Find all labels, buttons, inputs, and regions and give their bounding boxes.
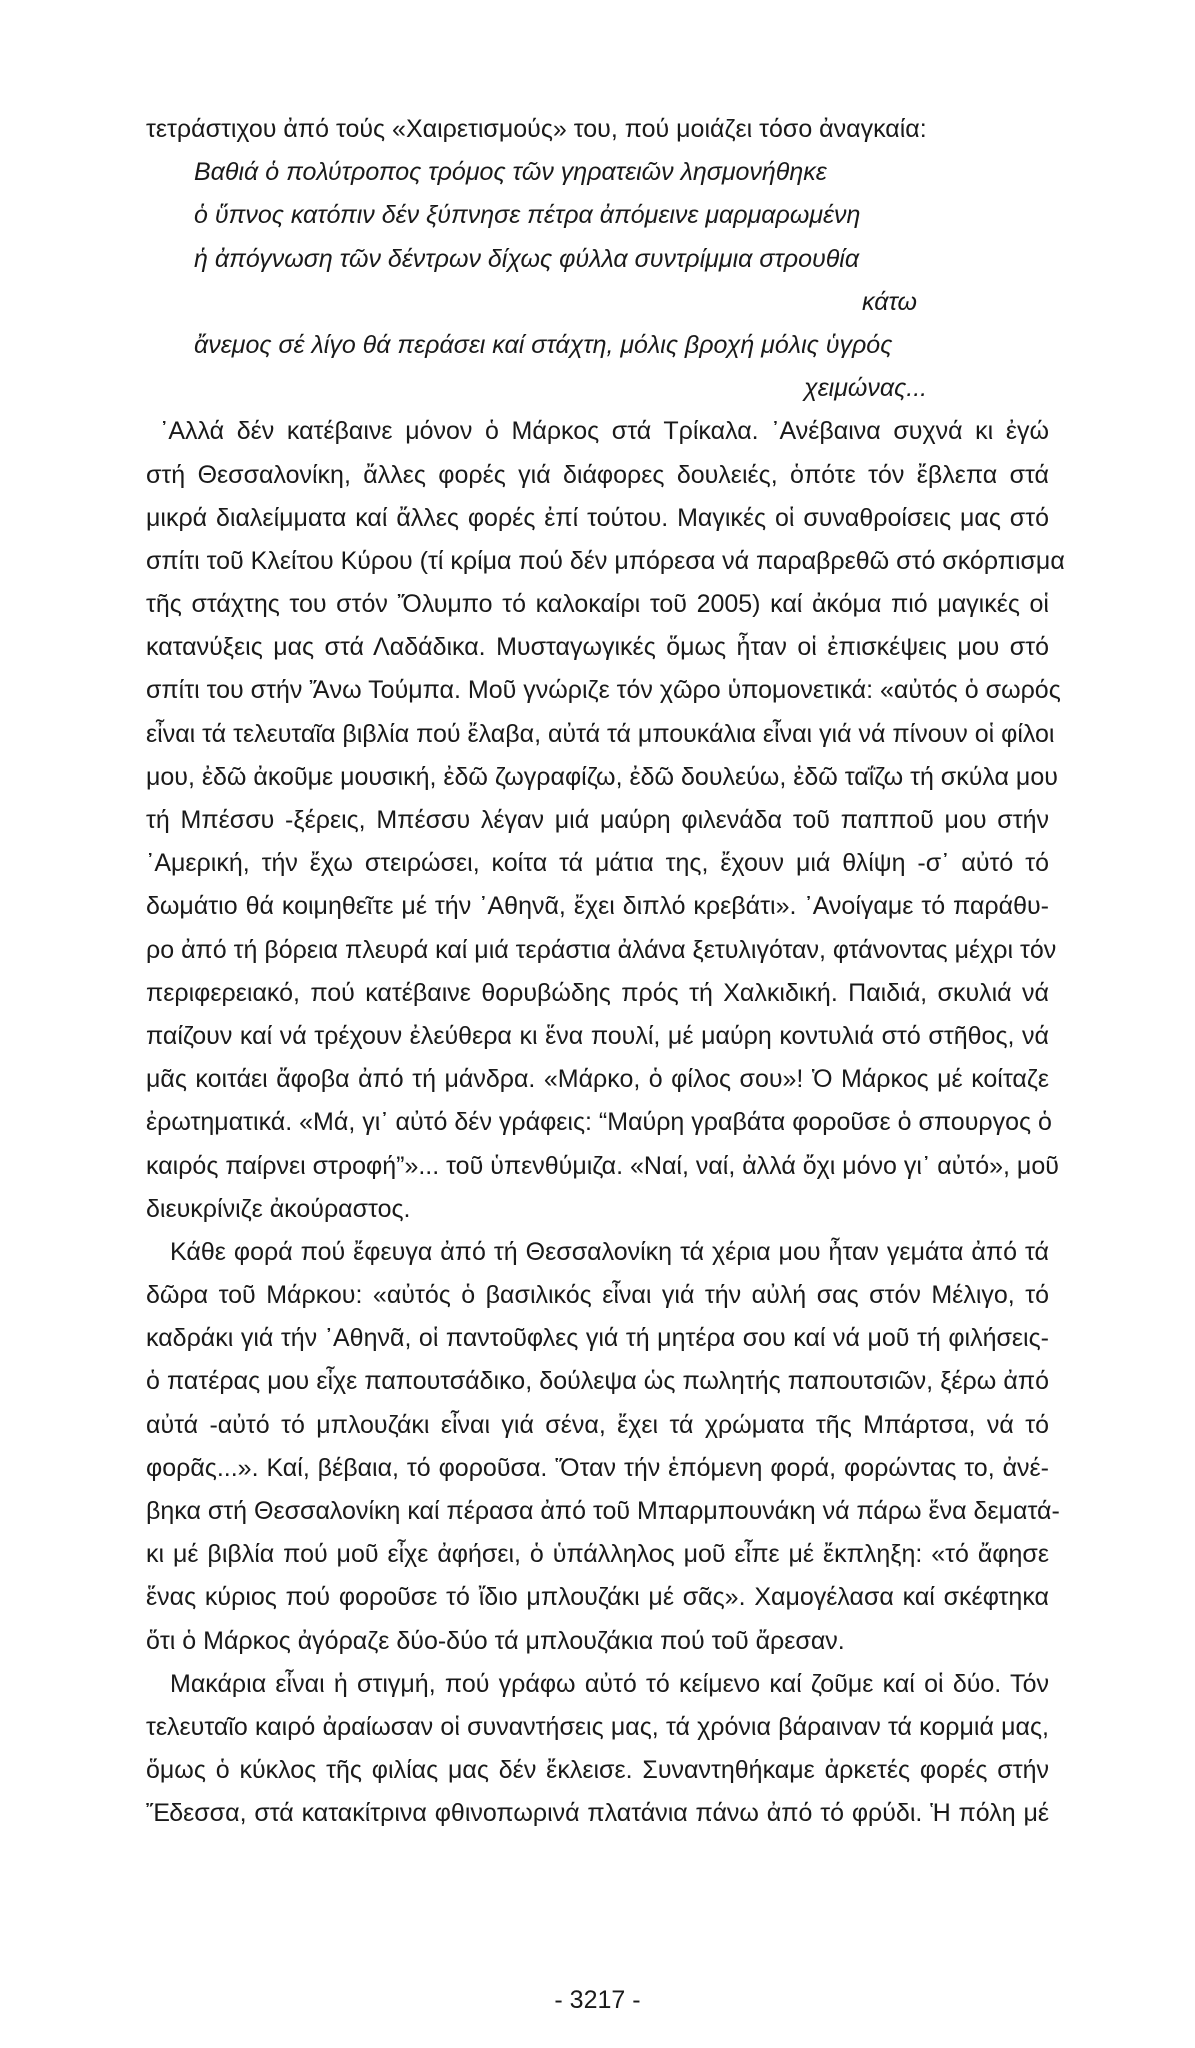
text-line: μου, ἐδῶ ἀκοῦμε μουσική, ἐδῶ ζωγραφίζω, ἐδῶ δουλεύω, ἐδῶ ταΐζω τή σκύλα μου [146,762,1058,791]
text-line: σπίτι τοῦ Κλείτου Κύρου (τί κρίμα πού δέν μπόρεσα νά παραβρεθῶ στό σκόρπισμα [146,546,1065,575]
poem-line: ὁ ὕπνος κατόπιν δέν ξύπνησε πέτρα ἀπόμεινε μαρμαρωμένη [194,201,861,230]
text-line: στή Θεσσαλονίκη, ἄλλες φορές γιά διάφορες δουλειές, ὁπότε τόν ἔβλεπα στά [146,460,1049,489]
text-line: περιφερειακό, πού κατέβαινε θορυβώδης πρός τή Χαλκιδική. Παιδιά, σκυλιά νά [146,978,1049,1007]
text-line: ρο ἀπό τή βόρεια πλευρά καί μιά τεράστια ἀλάνα ξετυλιγόταν, φτάνοντας μέχρι τόν [146,935,1057,964]
poem-line: ἄνεμος σέ λίγο θά περάσει καί στάχτη, μόλις βροχή μόλις ὑγρός [194,330,893,359]
text-line: αὐτά -αὐτό τό μπλουζάκι εἶναι γιά σένα, ἔχει τά χρώματα τῆς Μπάρτσα, νά τό [146,1410,1049,1439]
text-line: σπίτι του στήν Ἄνω Τούμπα. Μοῦ γνώριζε τόν χῶρο ὑπομονετικά: «αὐτός ὁ σωρός [146,676,1061,705]
text-line: τῆς στάχτης του στόν Ὄλυμπο τό καλοκαίρι τοῦ 2005) καί ἀκόμα πιό μαγικές οἱ [146,590,1049,619]
text-line: τή Μπέσσυ -ξέρεις, Μπέσσυ λέγαν μιά μαύρη φιλενάδα τοῦ παπποῦ μου στήν [146,806,1049,834]
text-line: παίζουν καί νά τρέχουν ἐλεύθερα κι ἕνα πουλί, μέ μαύρη κοντυλιά στό στῆθος, νά [146,1021,1049,1050]
text-line: μικρά διαλείμματα καί ἄλλες φορές ἐπί τούτου. Μαγικές οἱ συναθροίσεις μας στό [146,503,1049,532]
text-line: φορᾶς...». Καί, βέβαια, τό φοροῦσα. Ὅταν τήν ἑπόμενη φορά, φορώντας το, ἀνέ- [146,1453,1049,1482]
text-line: Μακάρια εἶναι ἡ στιγμή, πού γράφω αὐτό τό κείμενο καί ζοῦμε καί οἱ δύο. Τόν [170,1669,1049,1698]
text-line: βηκα στή Θεσσαλονίκη καί πέρασα ἀπό τοῦ Μπαρμπουνάκη νά πάρω ἕνα δεματά- [146,1497,1060,1525]
poem-line-continuation: κάτω [862,287,917,316]
text-line: κατανύξεις μας στά Λαδάδικα. Μυσταγωγικές ὅμως ἦταν οἱ ἐπισκέψεις μου στό [146,633,1049,662]
text-line: Κάθε φορά πού ἔφευγα ἀπό τή Θεσσαλονίκη τά χέρια μου ἦταν γεμάτα ἀπό τά [170,1237,1049,1266]
page-number: - 3217 - [554,1986,641,2014]
text-line: καιρός παίρνει στροφή”»... τοῦ ὑπενθύμιζα. «Ναί, ναί, ἀλλά ὄχι μόνο γι᾿ αὐτό», μοῦ [146,1151,1059,1180]
text-line: μᾶς κοιτάει ἄφοβα ἀπό τή μάνδρα. «Μάρκο, ὁ φίλος σου»! Ὁ Μάρκος μέ κοίταζε [146,1065,1049,1094]
text-line: ἐρωτηματικά. «Μά, γι᾿ αὐτό δέν γράφεις: “Μαύρη γραβάτα φοροῦσε ὁ σπουργος ὁ [146,1108,1052,1137]
text-line: ἕνας κύριος πού φοροῦσε τό ἴδιο μπλουζάκι μέ σᾶς». Χαμογέλασα καί σκέφτηκα [146,1583,1049,1612]
text-line: ᾿Αλλά δέν κατέβαινε μόνον ὁ Μάρκος στά Τρίκαλα. ᾿Ανέβαινα συχνά κι ἐγώ [160,417,1049,446]
text-line: διευκρίνιζε ἀκούραστος. [146,1194,411,1223]
text-line: ὅμως ὁ κύκλος τῆς φιλίας μας δέν ἔκλεισε. Συναντηθήκαμε ἀρκετές φορές στήν [146,1756,1049,1785]
text-line: δῶρα τοῦ Μάρκου: «αὐτός ὁ βασιλικός εἶναι γιά τήν αὐλή σας στόν Μέλιγο, τό [146,1281,1049,1310]
text-line: ὅτι ὁ Μάρκος ἀγόραζε δύο-δύο τά μπλουζάκια πού τοῦ ἄρεσαν. [146,1626,845,1655]
text-line: εἶναι τά τελευταῖα βιβλία πού ἔλαβα, αὐτά τά μπουκάλια εἶναι γιά νά πίνουν οἱ φίλοι [146,719,1055,748]
text-line: Ἔδεσσα, στά κατακίτρινα φθινοπωρινά πλατάνια πάνω ἀπό τό φρύδι. Ἡ πόλη μέ [146,1799,1049,1828]
text-line: τετράστιχου ἀπό τούς «Χαιρετισμούς» του, πού μοιάζει τόσο ἀναγκαία: [146,115,927,143]
poem-line: ἡ ἀπόγνωση τῶν δέντρων δίχως φύλλα συντρίμμια στρουθία [194,244,860,273]
poem-line: Βαθιά ὁ πολύτροπος τρόμος τῶν γηρατειῶν λησμονήθηκε [194,158,827,187]
text-line: ᾿Αμερική, τήν ἔχω στειρώσει, κοίτα τά μάτια της, ἔχουν μιά θλίψη -σ᾿ αὐτό τό [146,849,1049,878]
poem-line-continuation: χειμώνας... [804,374,928,403]
text-line: καδράκι γιά τήν ᾿Αθηνᾶ, οἱ παντοῦφλες γιά τή μητέρα σου καί νά μοῦ τή φιλήσεις- [146,1324,1049,1353]
text-line: τελευταῖο καιρό ἀραίωσαν οἱ συναντήσεις μας, τά χρόνια βάραιναν τά κορμιά μας, [146,1712,1049,1741]
text-line: δωμάτιο θά κοιμηθεῖτε μέ τήν ᾿Αθηνᾶ, ἔχει διπλό κρεβάτι». ᾿Ανοίγαμε τό παράθυ- [146,892,1049,921]
text-line: κι μέ βιβλία πού μοῦ εἶχε ἀφήσει, ὁ ὑπάλληλος μοῦ εἶπε μέ ἔκπληξη: «τό ἄφησε [146,1540,1049,1569]
document-page [146,108,1065,1836]
text-line: ὁ πατέρας μου εἶχε παπουτσάδικο, δούλεψα ὡς πωλητής παπουτσιῶν, ξέρω ἀπό [146,1367,1049,1396]
